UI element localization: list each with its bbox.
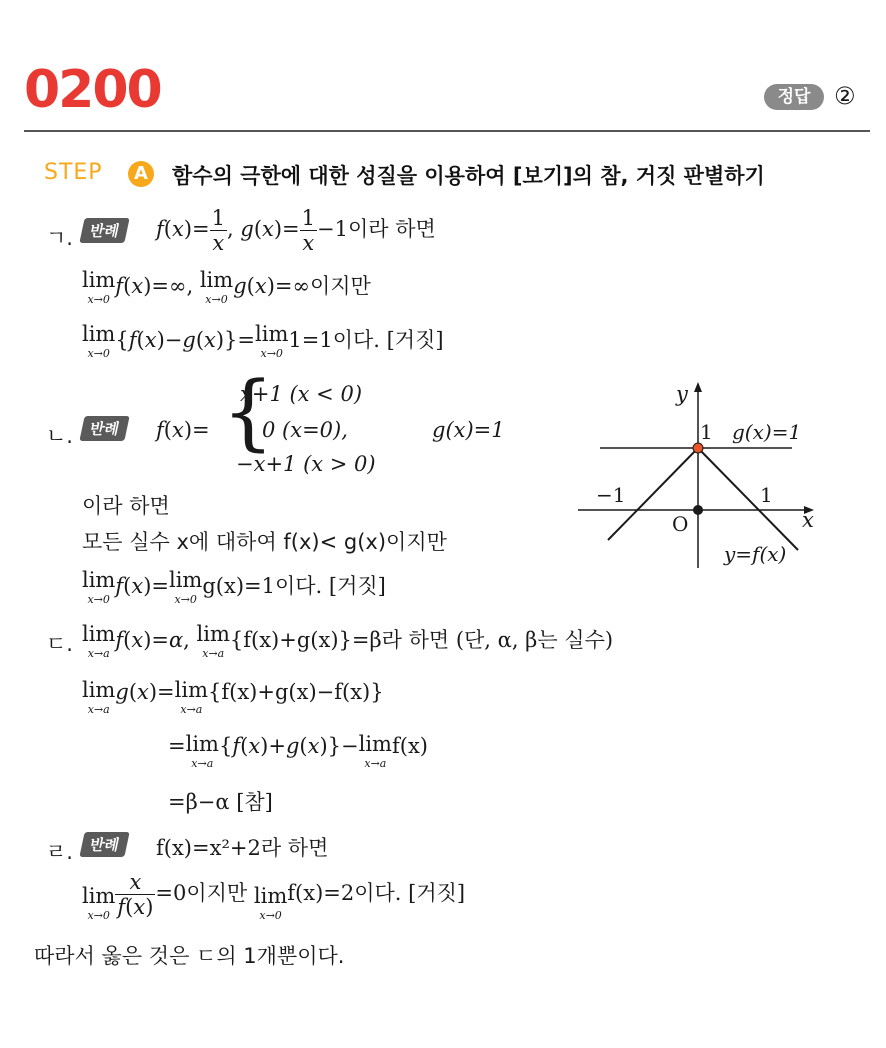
item-b-piece3: −x+1 (x > 0)	[236, 452, 376, 476]
counterexample-badge: 반례	[79, 218, 129, 243]
conclusion: 따라서 옳은 것은 ㄷ의 1개뿐이다.	[34, 944, 345, 968]
item-b-line3: 모든 실수 x에 대하여 f(x)< g(x)이지만	[82, 530, 447, 554]
item-b-g-def: g(x)=1	[432, 418, 505, 442]
answer-badge: 정답	[764, 84, 824, 110]
item-c-line2-tail: {f(x)+g(x)−f(x)}	[208, 680, 384, 704]
item-a-line3: lim x→0 {f(x)−g(x)}=lim x→0 1=1이다. [거짓]	[82, 322, 444, 360]
item-b-line4: lim x→0 f(x)=lim x→0 g(x)=1이다. [거짓]	[82, 568, 386, 606]
header-divider	[24, 130, 870, 132]
item-b-f-label: f(x)=	[156, 418, 210, 442]
graph-left-root: −1	[596, 483, 626, 507]
item-b-piece1: x+1 (x < 0)	[240, 382, 363, 406]
graph-curve-label: y=f(x)	[724, 542, 787, 566]
item-b-line4-tail: g(x)=1이다. [거짓]	[202, 574, 386, 598]
item-d-definition: f(x)=x²+2라 하면	[156, 836, 329, 860]
graph-y-intercept: 1	[700, 420, 713, 444]
item-c-line3: =lim x→a {f(x)+g(x)}−lim x→a f(x)	[168, 732, 428, 770]
item-a-def-tail: −1이라 하면	[317, 217, 436, 241]
graph-x-label: x	[802, 508, 814, 532]
item-c-line3-tail: f(x)	[391, 734, 428, 758]
item-c-line4: =β−α [참]	[168, 790, 273, 814]
item-a-definition: f(x)= $\frac{1}{x}$ , g(x)= $\frac{1}{x}$ −1이라 하면	[156, 206, 436, 255]
answer-value: ②	[834, 82, 856, 110]
item-b-line2: 이라 하면	[82, 494, 170, 518]
counterexample-badge: 반례	[79, 416, 129, 441]
f-right-branch	[698, 448, 798, 550]
item-d-line2-mid: =0이지만	[155, 881, 248, 905]
item-b-piece2: 0 (x=0),	[262, 418, 348, 442]
y-axis-arrow-icon	[694, 382, 702, 392]
item-a-line2-tail: =∞이지만	[274, 274, 371, 298]
piecewise-brace: {	[222, 365, 275, 460]
step-title: 함수의 극한에 대한 성질을 이용하여 [보기]의 참, 거짓 판별하기	[172, 164, 765, 188]
step-label: STEP	[44, 160, 103, 185]
problem-number: 0200	[24, 60, 161, 120]
item-c-line1: lim x→a f(x)=α, lim x→a {f(x)+g(x)}=β라 하면 (단, α, β는 실수)	[82, 622, 614, 660]
piecewise-graph	[570, 378, 840, 578]
step-letter-badge: A	[128, 161, 154, 187]
item-c-line2: lim x→a g(x)=lim x→a {f(x)+g(x)−f(x)}	[82, 678, 384, 716]
item-a-marker: ㄱ.	[46, 226, 73, 250]
item-c-marker: ㄷ.	[46, 632, 73, 656]
item-c-line1-tail: {f(x)+g(x)}=β라 하면 (단, α, β는 실수)	[229, 628, 614, 652]
item-a-line3-tail: 1=1이다. [거짓]	[288, 328, 444, 352]
graph-g-label: g(x)=1	[732, 420, 802, 444]
graph-right-root: 1	[760, 483, 773, 507]
item-b-marker: ㄴ.	[46, 424, 73, 448]
open-point	[693, 443, 703, 453]
closed-point	[693, 505, 703, 515]
graph-y-label: y	[676, 382, 688, 406]
graph-origin: O	[672, 512, 689, 536]
item-d-line2: lim x→0 $\frac{x}{f(x)}$ =0이지만 lim x→0 f(x)=2이다. [거짓]	[82, 870, 466, 922]
item-d-marker: ㄹ.	[46, 840, 73, 864]
item-d-line2-tail: f(x)=2이다. [거짓]	[287, 881, 466, 905]
item-a-line2: lim x→0 f(x)=∞, lim x→0 g(x)=∞이지만	[82, 268, 371, 306]
counterexample-badge: 반례	[79, 832, 129, 857]
